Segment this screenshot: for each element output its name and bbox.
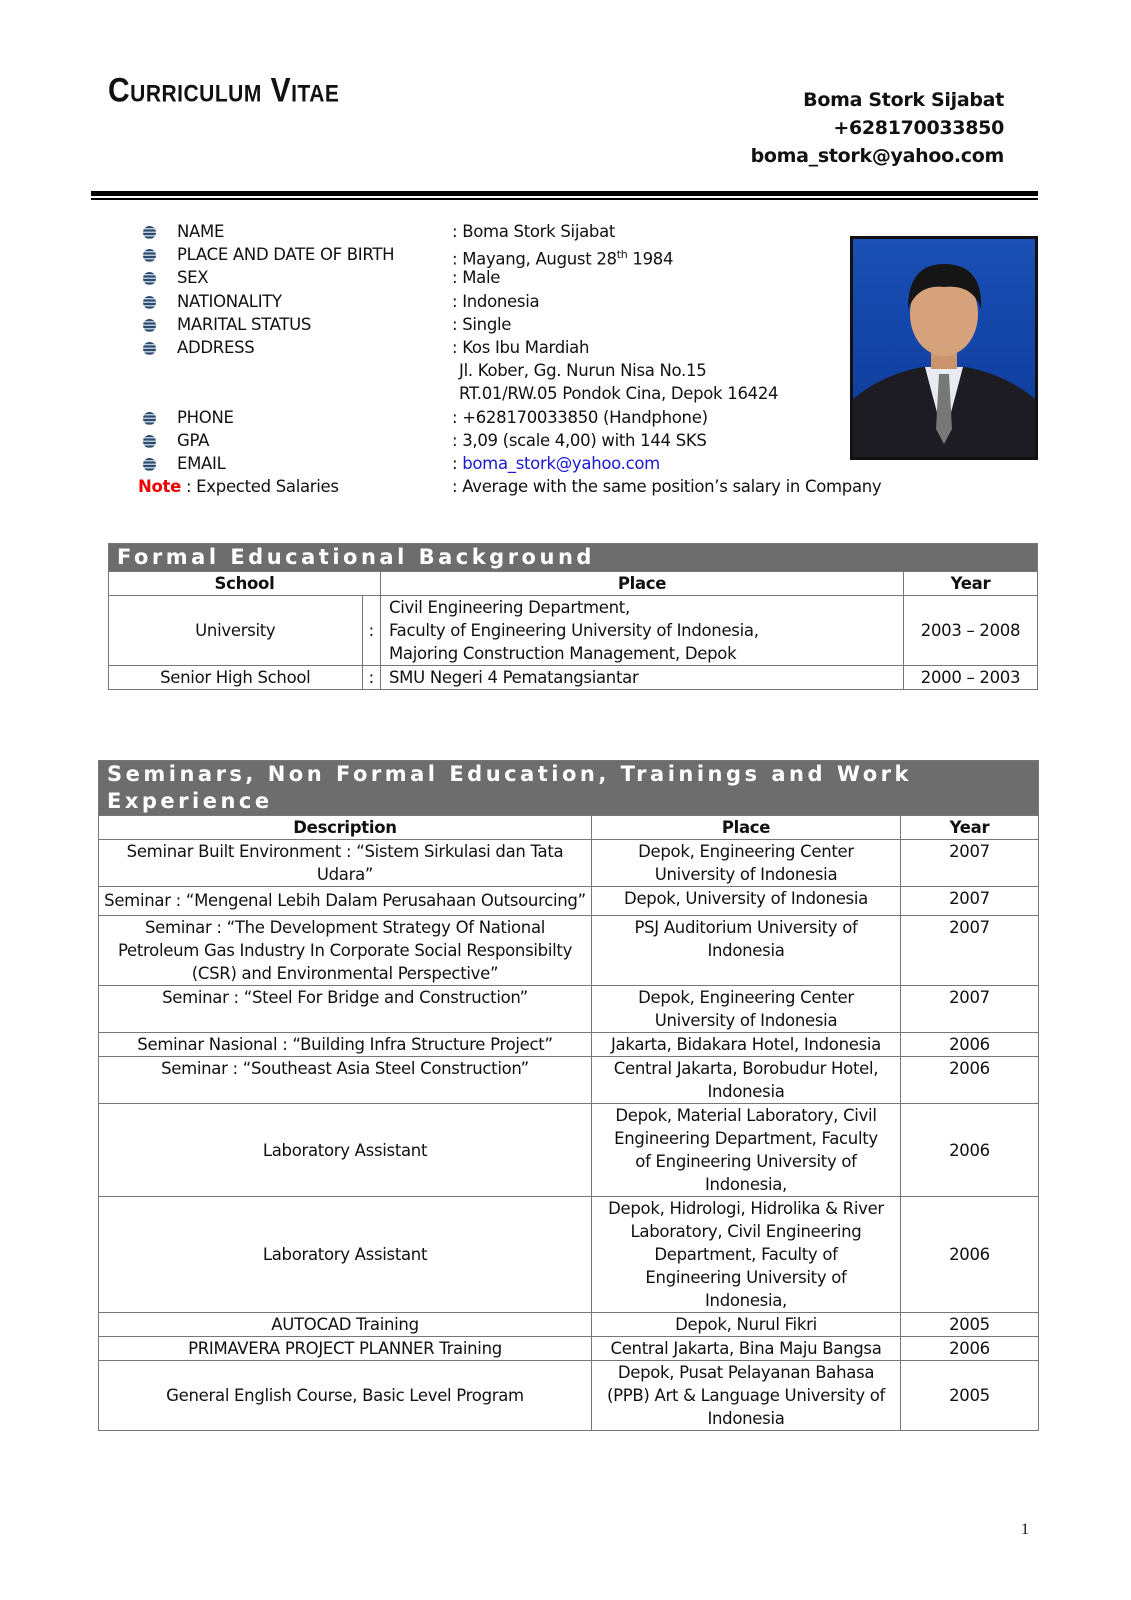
year-cell: 2007: [901, 887, 1039, 916]
place-cell: Depok, Nurul Fikri: [592, 1313, 901, 1337]
description-cell: Seminar Nasional : “Building Infra Structure Project”: [99, 1033, 592, 1057]
value-text: : Kos Ibu Mardiah: [452, 337, 590, 357]
person-photo-icon: [853, 239, 1035, 457]
info-value: : boma_stork@yahoo.com: [452, 453, 660, 473]
year-cell: 2006: [901, 1033, 1039, 1057]
value-text: : Indonesia: [452, 291, 540, 311]
info-label: EMAIL: [177, 453, 226, 473]
page-title: Curriculum Vitae: [108, 71, 340, 110]
table-row: [99, 916, 1039, 986]
table-row: [99, 840, 1039, 887]
value-text: : Boma Stork Sijabat: [452, 222, 616, 241]
nonformal-table: [98, 760, 1039, 1431]
description-cell: Laboratory Assistant: [99, 1197, 592, 1313]
table-row: [99, 1057, 1039, 1104]
info-label: NAME: [177, 222, 225, 241]
place-cell: Depok, Pusat Pelayanan Bahasa (PPB) Art & Language University of Indonesia: [592, 1361, 901, 1431]
divider-thin: [91, 198, 1038, 200]
info-label: PHONE: [177, 407, 234, 427]
bullet-icon: [143, 412, 156, 425]
value-text: : Male: [452, 268, 501, 288]
table-row: [99, 1361, 1039, 1431]
place-cell: Depok, Engineering Center University of Indonesia: [592, 986, 901, 1033]
info-value: [452, 429, 707, 452]
col-header-place: Place: [592, 816, 901, 840]
description-cell: Seminar : “Southeast Asia Steel Construction”: [99, 1057, 592, 1104]
note-label: [138, 475, 339, 498]
info-value: [452, 313, 511, 336]
description-cell: Seminar : “The Development Strategy Of National Petroleum Gas Industry In Corporate Social Responsibilty (CSR) and Environmental Perspective”: [99, 916, 592, 986]
value-text: : Single: [452, 314, 512, 334]
year-cell: 2000 – 2003: [904, 666, 1038, 690]
bullet-icon: [143, 226, 156, 239]
place-cell: Central Jakarta, Bina Maju Bangsa: [592, 1337, 901, 1361]
profile-photo: [850, 236, 1038, 460]
bullet-icon: [143, 272, 156, 285]
info-label: MARITAL STATUS: [177, 314, 312, 334]
place-line: SMU Negeri 4 Pematangsiantar: [389, 668, 639, 687]
year-cell: 2007: [901, 986, 1039, 1033]
bullet-icon: [143, 249, 156, 262]
page-number: 1: [1021, 1521, 1029, 1538]
place-cell: Jakarta, Bidakara Hotel, Indonesia: [592, 1033, 901, 1057]
contact-phone: +628170033850: [833, 117, 1004, 139]
note-text: : Expected Salaries: [181, 477, 339, 497]
contact-name: Boma Stork Sijabat: [803, 89, 1004, 111]
col-header-place: Place: [381, 572, 904, 596]
info-value: [452, 266, 500, 289]
description-cell: AUTOCAD Training: [99, 1313, 592, 1337]
place-cell: Depok, University of Indonesia: [592, 887, 901, 916]
value-text: : +628170033850 (Handphone): [452, 407, 708, 427]
email-link[interactable]: boma_stork@yahoo.com: [462, 453, 660, 473]
year-cell: 2005: [901, 1313, 1039, 1337]
colon-cell: :: [362, 666, 380, 690]
year-cell: 2006: [901, 1337, 1039, 1361]
place-line: Faculty of Engineering University of Indonesia,: [389, 621, 759, 640]
place-line: Majoring Construction Management, Depok: [389, 644, 737, 663]
school-cell: University: [109, 596, 363, 666]
formal-education-table: [108, 543, 1038, 690]
note-value: : Average with the same position’s salary in Company: [452, 477, 882, 497]
place-cell: [381, 596, 904, 666]
info-label: ADDRESS: [177, 337, 255, 357]
info-label: SEX: [177, 268, 209, 288]
colon-cell: :: [362, 596, 380, 666]
description-cell: Laboratory Assistant: [99, 1104, 592, 1197]
section-title: Formal Educational Background: [109, 544, 1038, 572]
value-tail: 1984: [627, 249, 674, 269]
place-cell: Depok, Hidrologi, Hidrolika & River Laboratory, Civil Engineering Department, Faculty of Engineering University of Indonesia,: [592, 1197, 901, 1313]
description-cell: Seminar : “Mengenal Lebih Dalam Perusahaan Outsourcing”: [99, 887, 592, 916]
bullet-icon: [143, 296, 156, 309]
year-cell: 2007: [901, 840, 1039, 887]
year-cell: 2003 – 2008: [904, 596, 1038, 666]
info-value: [452, 406, 708, 429]
school-cell: Senior High School: [109, 666, 363, 690]
description-cell: General English Course, Basic Level Program: [99, 1361, 592, 1431]
info-label: PLACE AND DATE OF BIRTH: [177, 245, 395, 265]
table-row: [99, 1197, 1039, 1313]
place-cell: PSJ Auditorium University of Indonesia: [592, 916, 901, 986]
info-value: [452, 336, 589, 359]
col-header-description: Description: [99, 816, 592, 840]
year-cell: 2006: [901, 1104, 1039, 1197]
table-row: [99, 986, 1039, 1033]
col-header-year: Year: [901, 816, 1039, 840]
table-row: [99, 1313, 1039, 1337]
contact-email: boma_stork@yahoo.com: [750, 145, 1004, 167]
table-row: [109, 596, 1038, 666]
contact-block: [751, 86, 1004, 170]
year-cell: 2005: [901, 1361, 1039, 1431]
place-cell: [381, 666, 904, 690]
table-row: [99, 1033, 1039, 1057]
year-cell: 2006: [901, 1197, 1039, 1313]
bullet-icon: [143, 435, 156, 448]
table-row: [99, 887, 1039, 916]
place-cell: Depok, Material Laboratory, Civil Engineering Department, Faculty of Engineering University of Indonesia,: [592, 1104, 901, 1197]
divider-thick: [91, 191, 1038, 196]
section-title: Seminars, Non Formal Education, Trainings and Work Experience: [99, 761, 1039, 816]
value-text: : Mayang, August 28: [452, 249, 617, 269]
info-value: [452, 220, 615, 243]
place-line: Civil Engineering Department,: [389, 598, 630, 617]
table-row: [99, 1337, 1039, 1361]
place-cell: Depok, Engineering Center University of Indonesia: [592, 840, 901, 887]
bullet-icon: [143, 342, 156, 355]
bullet-icon: [143, 458, 156, 471]
bullet-icon: [143, 319, 156, 332]
address-line: RT.01/RW.05 Pondok Cina, Depok 16424: [459, 384, 779, 404]
col-header-year: Year: [904, 572, 1038, 596]
description-cell: Seminar Built Environment : “Sistem Sirkulasi dan Tata Udara”: [99, 840, 592, 887]
year-cell: 2007: [901, 916, 1039, 986]
info-label: NATIONALITY: [177, 291, 282, 311]
col-header-school: School: [109, 572, 381, 596]
value-text: : 3,09 (scale 4,00) with 144 SKS: [452, 430, 707, 450]
info-value: [452, 290, 539, 313]
year-cell: 2006: [901, 1057, 1039, 1104]
value-sup: th: [616, 248, 628, 262]
info-label: GPA: [177, 430, 210, 450]
note-prefix: Note: [138, 477, 182, 497]
place-cell: Central Jakarta, Borobudur Hotel, Indonesia: [592, 1057, 901, 1104]
table-row: [109, 666, 1038, 690]
table-row: [99, 1104, 1039, 1197]
address-line: Jl. Kober, Gg. Nurun Nisa No.15: [459, 361, 707, 381]
description-cell: Seminar : “Steel For Bridge and Construction”: [99, 986, 592, 1033]
description-cell: PRIMAVERA PROJECT PLANNER Training: [99, 1337, 592, 1361]
